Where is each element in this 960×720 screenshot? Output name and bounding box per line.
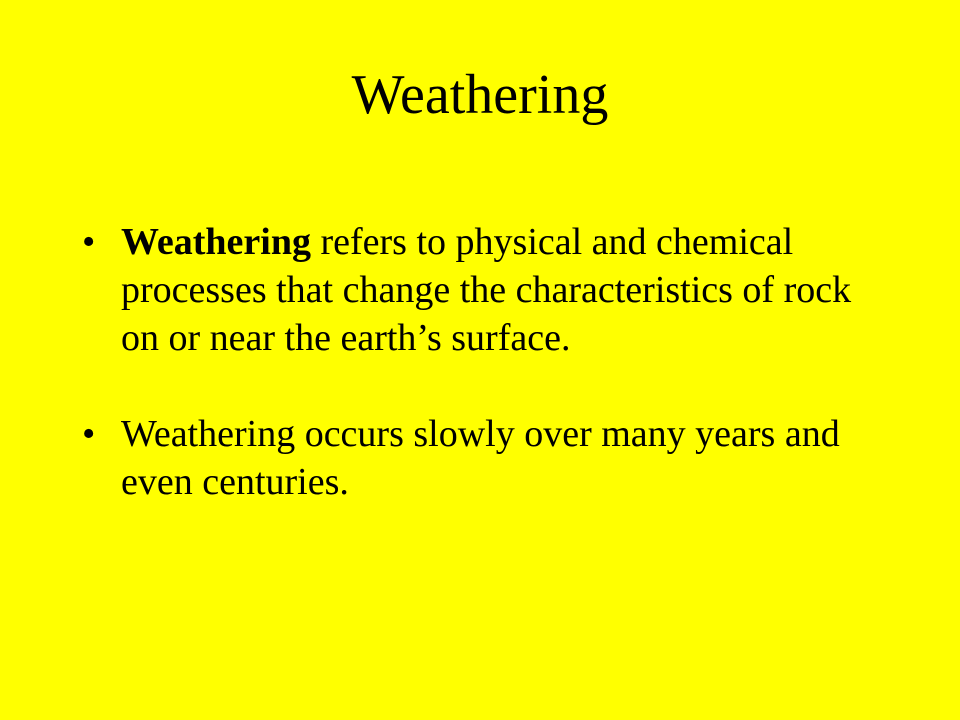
bullet-icon: •	[82, 413, 96, 455]
bullet-item-definition	[80, 218, 880, 362]
bullet-icon: •	[82, 221, 96, 263]
bullet-list	[80, 218, 880, 506]
bullet-item-duration	[80, 410, 880, 506]
bullet-text: Weathering occurs slowly over many years and even centuries.	[121, 413, 840, 503]
bullet-text: refers to physical and chemical processes that change the characteristics of rock on or near the earth’s surface.	[121, 221, 852, 359]
bullet-term: Weathering	[121, 221, 311, 263]
slide-title: Weathering	[351, 64, 609, 126]
